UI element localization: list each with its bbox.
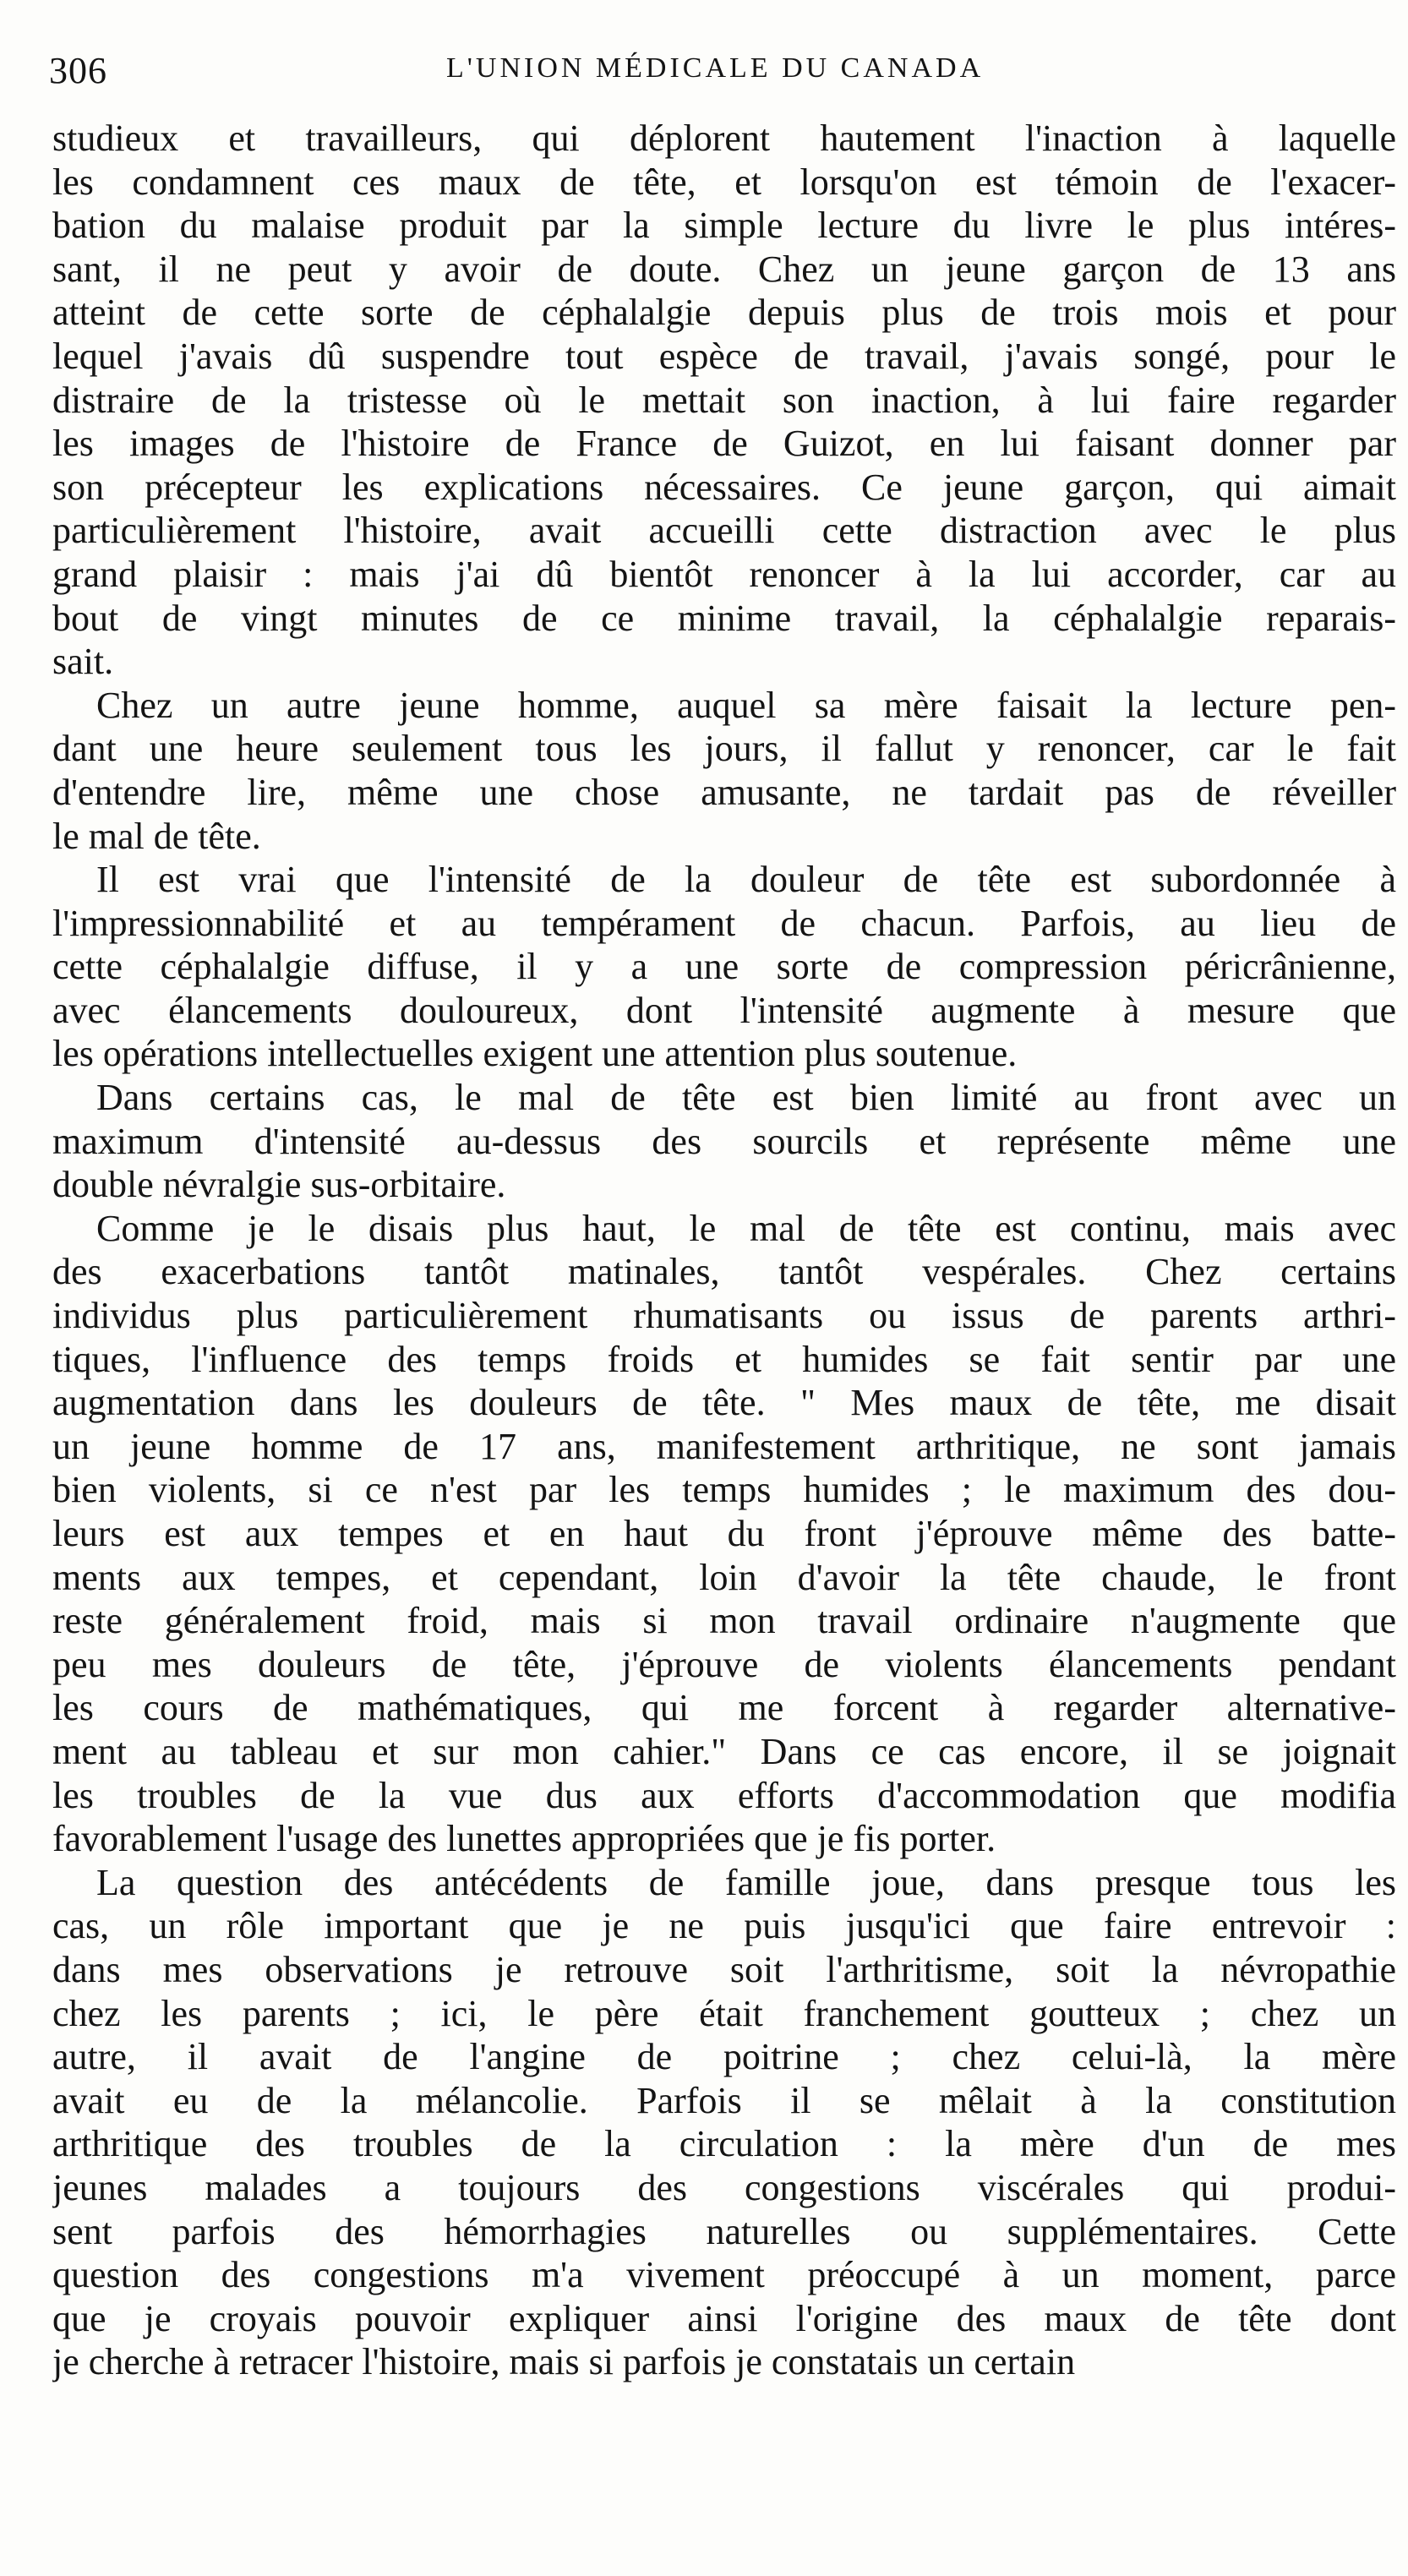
text-line: je cherche à retracer l'histoire, mais si parfois je constatais un certain <box>52 2341 1076 2383</box>
text-line: sant, il ne peut y avoir de doute. Chez un jeune garçon de 13 ans <box>52 248 1396 290</box>
text-line: double névralgie sus-orbitaire. <box>52 1164 506 1206</box>
text-line: arthritique des troubles de la circulation : la mère d'un de mes <box>52 2123 1396 2165</box>
text-line: cette céphalalgie diffuse, il y a une sorte de compression péricrânienne, <box>52 946 1396 988</box>
running-title: L'UNION MÉDICALE DU CANADA <box>446 52 985 84</box>
text-line: studieux et travailleurs, qui déplorent hautement l'inaction à laquelle <box>52 117 1396 159</box>
body-text <box>52 117 1396 2384</box>
paragraph <box>52 1861 1396 2384</box>
text-line: sent parfois des hémorrhagies naturelles ou supplémentaires. Cette <box>52 2210 1396 2252</box>
text-line: particulièrement l'histoire, avait accueilli cette distraction avec le plus <box>52 510 1396 552</box>
text-line: que je croyais pouvoir expliquer ainsi l'origine des maux de tête dont <box>52 2297 1396 2339</box>
text-line: les opérations intellectuelles exigent une attention plus soutenue. <box>52 1033 1018 1075</box>
text-line: tiques, l'influence des temps froids et humides se fait sentir par une <box>52 1338 1396 1380</box>
text-line: d'entendre lire, même une chose amusante, ne tardait pas de réveiller <box>52 771 1396 813</box>
text-line: les images de l'histoire de France de Guizot, en lui faisant donner par <box>52 423 1396 465</box>
text-line: bout de vingt minutes de ce minime travail, la céphalalgie reparais- <box>52 597 1396 639</box>
text-line: avait eu de la mélancolie. Parfois il se mêlait à la constitution <box>52 2079 1396 2121</box>
text-line: le mal de tête. <box>52 815 261 857</box>
text-line: lequel j'avais dû suspendre tout espèce de travail, j'avais songé, pour le <box>52 335 1396 377</box>
text-line: bation du malaise produit par la simple lecture du livre le plus intéres- <box>52 205 1396 247</box>
text-line: sait. <box>52 641 114 683</box>
text-line: question des congestions m'a vivement préoccupé à un moment, parce <box>52 2254 1396 2296</box>
paragraph <box>52 858 1396 1076</box>
text-line: avec élancements douloureux, dont l'intensité augmente à mesure que <box>52 989 1396 1031</box>
text-line: maximum d'intensité au-dessus des sourcils et représente même une <box>52 1120 1396 1162</box>
text-line: les cours de mathématiques, qui me forcent à regarder alternative- <box>52 1687 1396 1729</box>
text-line: distraire de la tristesse où le mettait son inaction, à lui faire regarder <box>52 379 1396 421</box>
page-header <box>49 49 1384 100</box>
paragraph <box>52 1076 1396 1207</box>
text-line: bien violents, si ce n'est par les temps humides ; le maximum des dou- <box>52 1469 1396 1511</box>
paragraph <box>52 117 1396 684</box>
text-line: ment au tableau et sur mon cahier." Dans ce cas encore, il se joignait <box>52 1730 1396 1772</box>
text-line: atteint de cette sorte de céphalalgie depuis plus de trois mois et pour <box>52 292 1396 334</box>
text-line: autre, il avait de l'angine de poitrine ; chez celui-là, la mère <box>52 2036 1396 2078</box>
text-line: Dans certains cas, le mal de tête est bien limité au front avec un <box>96 1077 1396 1119</box>
text-line: Il est vrai que l'intensité de la douleur de tête est subordonnée à <box>96 859 1396 901</box>
text-line: cas, un rôle important que je ne puis jusqu'ici que faire entrevoir : <box>52 1905 1396 1947</box>
text-line: grand plaisir : mais j'ai dû bientôt renoncer à la lui accorder, car au <box>52 553 1396 595</box>
text-line: La question des antécédents de famille joue, dans presque tous les <box>96 1861 1396 1903</box>
text-line: favorablement l'usage des lunettes appropriées que je fis porter. <box>52 1818 996 1860</box>
text-line: les troubles de la vue dus aux efforts d'accommodation que modifia <box>52 1774 1396 1816</box>
text-line: reste généralement froid, mais si mon travail ordinaire n'augmente que <box>52 1600 1396 1642</box>
text-line: chez les parents ; ici, le père était franchement goutteux ; chez un <box>52 1992 1396 2034</box>
text-line: un jeune homme de 17 ans, manifestement arthritique, ne sont jamais <box>52 1425 1396 1467</box>
page-number: 306 <box>49 50 107 91</box>
paragraph <box>52 1207 1396 1861</box>
text-line: Chez un autre jeune homme, auquel sa mère faisait la lecture pen- <box>96 684 1396 726</box>
text-line: l'impressionnabilité et au tempérament de chacun. Parfois, au lieu de <box>52 902 1396 944</box>
text-line: dans mes observations je retrouve soit l'arthritisme, soit la névropathie <box>52 1948 1396 1990</box>
text-line: son précepteur les explications nécessaires. Ce jeune garçon, qui aimait <box>52 466 1396 508</box>
text-line: jeunes malades a toujours des congestions viscérales qui produi- <box>52 2166 1396 2208</box>
text-line: augmentation dans les douleurs de tête. " Mes maux de tête, me disait <box>52 1382 1396 1424</box>
text-line: ments aux tempes, et cependant, loin d'avoir la tête chaude, le front <box>52 1556 1396 1598</box>
text-line: peu mes douleurs de tête, j'éprouve de violents élancements pendant <box>52 1643 1396 1685</box>
text-line: individus plus particulièrement rhumatisants ou issus de parents arthri- <box>52 1295 1396 1337</box>
text-line: leurs est aux tempes et en haut du front j'éprouve même des batte- <box>52 1513 1396 1554</box>
text-line: dant une heure seulement tous les jours, il fallut y renoncer, car le fait <box>52 728 1396 770</box>
text-line: Comme je le disais plus haut, le mal de tête est continu, mais avec <box>96 1207 1396 1249</box>
text-line: les condamnent ces maux de tête, et lorsqu'on est témoin de l'exacer- <box>52 161 1396 203</box>
text-line: des exacerbations tantôt matinales, tantôt vespérales. Chez certains <box>52 1251 1396 1293</box>
paragraph <box>52 684 1396 858</box>
